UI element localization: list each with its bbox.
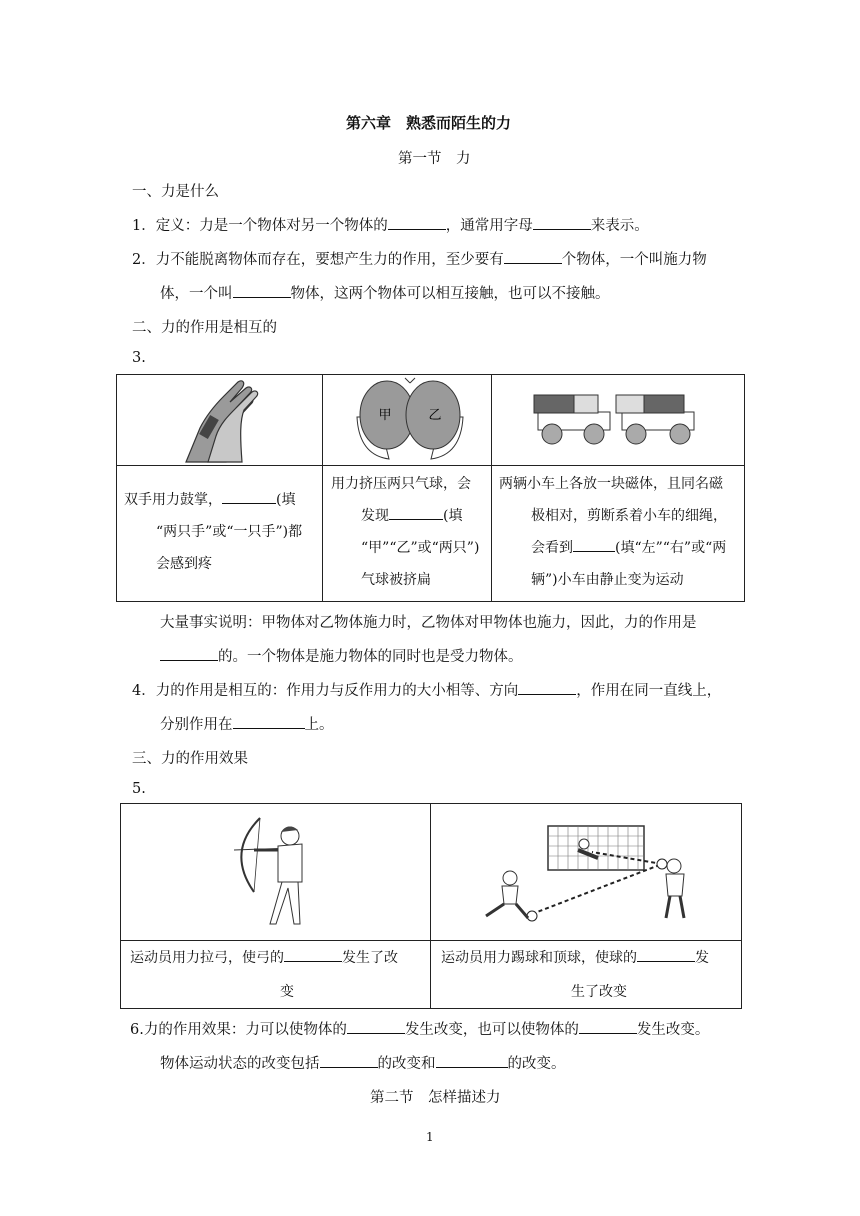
note-3-line2 [160, 645, 523, 666]
q2-text-c: 体，一个叫 [160, 286, 233, 302]
answer-blank[interactable] [233, 283, 291, 298]
cell-text: 发生了改 [342, 950, 398, 966]
answer-blank[interactable] [222, 489, 276, 504]
soccer-image [472, 822, 702, 926]
cell-text: 辆”)小车由静止变为运动 [531, 572, 684, 588]
answer-blank[interactable] [518, 680, 576, 695]
cell-text: (填 [276, 492, 296, 508]
section-title: 第一节 力 [398, 151, 471, 167]
q6-text-a: 6.力的作用效果：力可以使物体的 [130, 1022, 347, 1038]
answer-blank[interactable] [389, 505, 443, 520]
chapter-title: 第六章 熟悉而陌生的力 [346, 114, 512, 132]
cell-text: 两辆小车上各放一块磁体，且同名磁 [499, 476, 723, 492]
cell-text: 发 [695, 950, 709, 966]
q2-text-b: 个物体，一个叫施力物 [561, 252, 707, 268]
q6-text-b: 发生改变，也可以使物体的 [404, 1022, 579, 1038]
cell-text: 运动员用力踢球和顶球，使球的 [441, 950, 637, 966]
balloons-image [355, 377, 465, 463]
table3-cell-3 [499, 468, 727, 596]
part-heading-3: 三、力的作用效果 [132, 751, 248, 767]
part-heading-2: 二、力的作用是相互的 [132, 320, 277, 336]
question-5-label: 5. [132, 781, 146, 797]
question-1 [132, 214, 649, 235]
cell-text: 会看到 [531, 540, 573, 556]
table3-cell-1 [124, 484, 302, 580]
q4-text-b: ，作用在同一直线上， [576, 683, 722, 699]
q2-text-a: 2．力不能脱离物体而存在，要想产生力的作用，至少要有 [132, 252, 504, 268]
table5-cell-2 [441, 941, 709, 1009]
answer-blank[interactable] [436, 1053, 508, 1068]
answer-blank[interactable] [579, 1019, 637, 1034]
balloon-label-right: 乙 [428, 408, 442, 423]
cell-text: “两只手”或“一只手”)都 [156, 524, 303, 540]
section-2-title: 第二节 怎样描述力 [370, 1090, 501, 1106]
cell-text: (填 [443, 508, 463, 524]
answer-blank[interactable] [347, 1019, 405, 1034]
q4-text-d: 上。 [304, 717, 334, 733]
question-6-line1 [130, 1018, 709, 1039]
q1-text-b: ，通常用字母 [445, 218, 533, 234]
question-3-label: 3. [132, 350, 146, 366]
answer-blank[interactable] [233, 714, 305, 729]
q6-text-d: 物体运动状态的改变包括 [160, 1056, 320, 1072]
page-number: 1 [426, 1130, 434, 1144]
q6-text-c: 发生改变。 [636, 1022, 710, 1038]
question-2-line1 [132, 248, 707, 269]
cell-text: 气球被挤扁 [361, 572, 431, 588]
answer-blank[interactable] [160, 646, 218, 661]
answer-blank[interactable] [504, 249, 562, 264]
cell-text: 会感到疼 [156, 556, 212, 572]
q4-text-c: 分别作用在 [160, 717, 233, 733]
question-6-line2 [160, 1052, 566, 1073]
answer-blank[interactable] [320, 1053, 378, 1068]
q4-text-a: 4．力的作用是相互的：作用力与反作用力的大小相等、方向 [132, 683, 519, 699]
cell-text: 生了改变 [571, 984, 627, 1000]
cell-text: 极相对，剪断系着小车的细绳， [531, 508, 727, 524]
question-4-line2 [160, 713, 334, 734]
answer-blank[interactable] [533, 215, 591, 230]
magnet-cars-image [528, 390, 708, 446]
question-4-line1 [132, 679, 721, 700]
q6-text-e: 的改变和 [377, 1056, 436, 1072]
archer-image [232, 812, 322, 930]
answer-blank[interactable] [388, 215, 446, 230]
q2-text-d: 物体，这两个物体可以相互接触，也可以不接触。 [290, 286, 610, 302]
cell-text: 双手用力鼓掌， [124, 492, 222, 508]
table5-cell-1 [130, 941, 398, 1009]
cell-text: (填“左”“右”或“两 [615, 540, 727, 556]
part-heading-1: 一、力是什么 [132, 184, 219, 200]
balloon-label-left: 甲 [378, 408, 392, 423]
q1-text-c: 来表示。 [590, 218, 649, 234]
q6-text-f: 的改变。 [507, 1056, 566, 1072]
cell-text: “甲”“乙”或“两只”) [361, 540, 480, 556]
question-2-line2 [160, 282, 610, 303]
note-3-line1: 大量事实说明：甲物体对乙物体施力时，乙物体对甲物体也施力，因此，力的作用是 [160, 615, 697, 631]
note-text: 的。一个物体是施力物体的同时也是受力物体。 [218, 649, 523, 665]
answer-blank[interactable] [284, 947, 342, 962]
cell-text: 用力挤压两只气球，会 [331, 476, 471, 492]
clapping-hands-image [178, 376, 266, 464]
cell-text: 运动员用力拉弓，使弓的 [130, 950, 284, 966]
answer-blank[interactable] [637, 947, 695, 962]
cell-text: 变 [280, 984, 294, 1000]
q1-text-a: 1．定义：力是一个物体对另一个物体的 [132, 218, 388, 234]
cell-text: 发现 [361, 508, 389, 524]
answer-blank[interactable] [573, 537, 615, 552]
table3-cell-2 [331, 468, 479, 596]
